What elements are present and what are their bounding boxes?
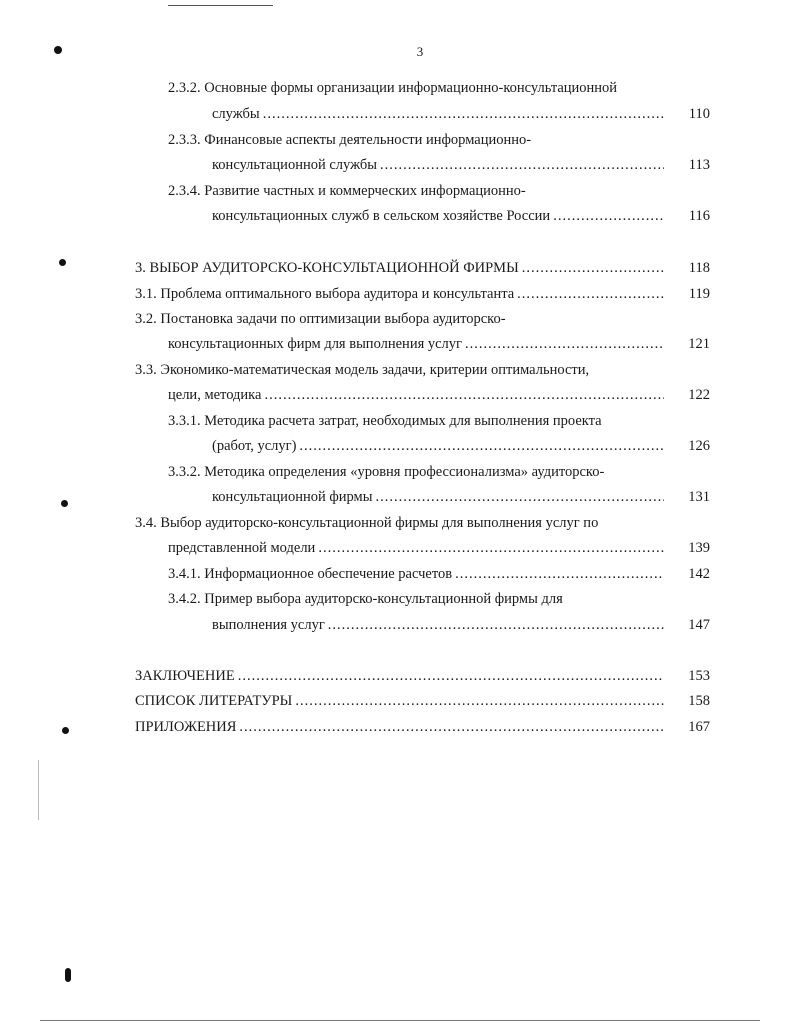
toc-page-number: 118 bbox=[688, 260, 710, 276]
toc-entry-2-3-3-line2 bbox=[212, 156, 667, 174]
toc-entry-2-3-2-line1: 2.3.2. Основные формы организации информационно-консультационной bbox=[168, 80, 618, 96]
toc-page-number: 110 bbox=[688, 106, 710, 122]
toc-entry-3-4-2-line2 bbox=[212, 616, 667, 634]
scan-bottom-line bbox=[40, 1020, 760, 1021]
toc-entry-text: консультационных служб в сельском хозяйстве России bbox=[212, 208, 551, 224]
toc-entry-text: представленной модели bbox=[168, 540, 316, 556]
toc-page-number: 153 bbox=[688, 668, 710, 684]
scan-top-line bbox=[168, 5, 273, 6]
toc-entry-text: выполнения услуг bbox=[212, 617, 325, 633]
toc-entry-text: цели, методика bbox=[168, 387, 262, 403]
dot-leader bbox=[455, 565, 664, 583]
toc-page-number: 113 bbox=[688, 157, 710, 173]
toc-entry-conclusion bbox=[135, 667, 667, 685]
toc-entry-text: службы bbox=[212, 106, 260, 122]
toc-entry-text: консультационной фирмы bbox=[212, 489, 373, 505]
punch-hole-mark bbox=[65, 968, 71, 982]
dot-leader bbox=[375, 488, 664, 506]
toc-entry-3-3-1-line2 bbox=[212, 437, 667, 455]
toc-entry-3-3-line2 bbox=[168, 386, 667, 404]
toc-entry-3-4-1 bbox=[168, 565, 667, 583]
toc-page-number: 131 bbox=[688, 489, 710, 505]
toc-entry-3-4-line1: 3.4. Выбор аудиторско-консультационной фирмы для выполнения услуг по bbox=[135, 515, 599, 531]
toc-entry-3 bbox=[135, 259, 667, 277]
page-number: 3 bbox=[416, 44, 424, 59]
toc-page-number: 158 bbox=[688, 693, 710, 709]
punch-hole-mark bbox=[61, 500, 68, 507]
toc-entry-2-3-4-line2 bbox=[212, 207, 667, 225]
dot-leader bbox=[264, 386, 664, 404]
toc-entry-2-3-3-line1: 2.3.3. Финансовые аспекты деятельности информационно- bbox=[168, 132, 532, 148]
dot-leader bbox=[239, 718, 664, 736]
dot-leader bbox=[380, 156, 664, 174]
toc-entry-text: ПРИЛОЖЕНИЯ bbox=[135, 719, 237, 735]
toc-page-number: 116 bbox=[688, 208, 710, 224]
punch-hole-mark bbox=[54, 46, 62, 54]
dot-leader bbox=[522, 259, 664, 277]
toc-page-number: 147 bbox=[688, 617, 710, 633]
toc-entry-3-3-2-line2 bbox=[212, 488, 667, 506]
toc-entry-text: консультационных фирм для выполнения услуг bbox=[168, 336, 462, 352]
toc-entry-3-4-line2 bbox=[168, 539, 667, 557]
dot-leader bbox=[465, 335, 664, 353]
dot-leader bbox=[238, 667, 664, 685]
toc-entry-2-3-4-line1: 2.3.4. Развитие частных и коммерческих информационно- bbox=[168, 183, 526, 199]
toc-entry-text: консультационной службы bbox=[212, 157, 378, 173]
toc-page-number: 142 bbox=[688, 566, 710, 582]
toc-entry-text: (работ, услуг) bbox=[212, 438, 297, 454]
toc-entry-2-3-2-line2 bbox=[212, 105, 667, 123]
dot-leader bbox=[318, 539, 664, 557]
toc-page-number: 126 bbox=[688, 438, 710, 454]
toc-page-number: 121 bbox=[688, 336, 710, 352]
toc-entry-3-3-1-line1: 3.3.1. Методика расчета затрат, необходимых для выполнения проекта bbox=[168, 413, 602, 429]
dot-leader bbox=[299, 437, 664, 455]
toc-page-number: 122 bbox=[688, 387, 710, 403]
toc-entry-text: 3.1. Проблема оптимального выбора аудитора и консультанта bbox=[135, 286, 515, 302]
margin-mark bbox=[38, 760, 39, 820]
toc-entry-3-4-2-line1: 3.4.2. Пример выбора аудиторско-консультационной фирмы для bbox=[168, 591, 563, 607]
toc-page-number: 119 bbox=[688, 286, 710, 302]
toc-entry-3-1 bbox=[135, 285, 667, 303]
toc-entry-references bbox=[135, 692, 667, 710]
punch-hole-mark bbox=[62, 727, 69, 734]
toc-entry-appendices bbox=[135, 718, 667, 736]
toc-entry-text: ЗАКЛЮЧЕНИЕ bbox=[135, 668, 235, 684]
toc-entry-text: 3. ВЫБОР АУДИТОРСКО-КОНСУЛЬТАЦИОННОЙ ФИРМЫ bbox=[135, 260, 519, 276]
toc-entry-3-3-2-line1: 3.3.2. Методика определения «уровня профессионализма» аудиторско- bbox=[168, 464, 605, 480]
toc-entry-text: СПИСОК ЛИТЕРАТУРЫ bbox=[135, 693, 293, 709]
dot-leader bbox=[553, 207, 664, 225]
toc-entry-3-2-line2 bbox=[168, 335, 667, 353]
toc-page-number: 167 bbox=[688, 719, 710, 735]
toc-entry-3-2-line1: 3.2. Постановка задачи по оптимизации выбора аудиторско- bbox=[135, 311, 506, 327]
dot-leader bbox=[263, 105, 664, 123]
dot-leader bbox=[295, 692, 664, 710]
toc-entry-3-3-line1: 3.3. Экономико-математическая модель задачи, критерии оптимальности, bbox=[135, 362, 590, 378]
punch-hole-mark bbox=[59, 259, 66, 266]
dot-leader bbox=[517, 285, 664, 303]
toc-page-number: 139 bbox=[688, 540, 710, 556]
toc-entry-text: 3.4.1. Информационное обеспечение расчетов bbox=[168, 566, 453, 582]
dot-leader bbox=[328, 616, 664, 634]
